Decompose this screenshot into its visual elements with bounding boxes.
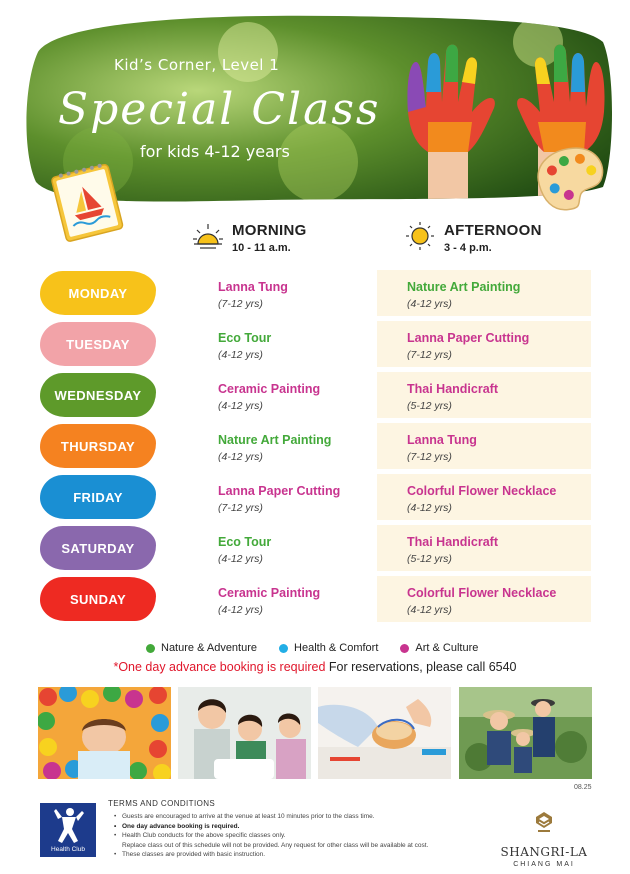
photo-ball-pit — [38, 687, 171, 779]
morning-label: MORNING — [232, 222, 307, 239]
legend-label: Nature & Adventure — [161, 642, 258, 654]
brand-city: CHIANG MAI — [513, 861, 575, 868]
class-name: Nature Art Painting — [218, 433, 332, 447]
morning-header — [192, 222, 307, 254]
class-name: Lanna Paper Cutting — [407, 331, 530, 345]
terms-item: • Guests are encouraged to arrive at the venue at least 10 minutes prior to the class time. — [116, 812, 468, 822]
terms-and-conditions — [108, 799, 468, 860]
document-code: 08.25 — [574, 784, 592, 791]
class-age: (4-12 yrs) — [218, 400, 263, 412]
sunrise-icon — [192, 222, 224, 250]
health-club-logo — [40, 803, 96, 857]
pm-class-thursday — [407, 433, 477, 463]
category-legend — [146, 642, 478, 654]
terms-item: • One day advance booking is required. — [116, 822, 468, 832]
class-name: Lanna Tung — [407, 433, 477, 447]
legend-item-art — [400, 642, 478, 654]
class-name: Lanna Paper Cutting — [218, 484, 341, 498]
terms-item: • These classes are provided with basic instruction. — [116, 850, 468, 860]
booking-required: *One day advance booking is required — [113, 660, 326, 674]
legend-dot — [400, 644, 409, 653]
class-name: Lanna Tung — [218, 280, 288, 294]
class-age: (4-12 yrs) — [218, 349, 263, 361]
day-monday: MONDAY — [40, 271, 156, 315]
day-saturday: SATURDAY — [40, 526, 156, 570]
class-name: Colorful Flower Necklace — [407, 484, 557, 498]
age-range: for kids 4-12 years — [140, 142, 290, 161]
class-age: (4-12 yrs) — [407, 298, 452, 310]
page-title: Special Class — [58, 84, 381, 135]
pm-class-saturday — [407, 535, 498, 565]
afternoon-time: 3 - 4 p.m. — [444, 242, 492, 254]
terms-item: Replace class out of this schedule will not be provided. Any request for other class will be available at cost. — [122, 841, 429, 849]
class-name: Eco Tour — [218, 331, 272, 345]
am-class-saturday — [218, 535, 271, 565]
legend-dot — [146, 644, 155, 653]
am-class-friday — [218, 484, 340, 514]
class-age: (7-12 yrs) — [407, 349, 452, 361]
photo-ceramic-painting — [318, 687, 451, 779]
pm-class-tuesday — [407, 331, 529, 361]
class-age: (4-12 yrs) — [407, 604, 452, 616]
class-age: (7-12 yrs) — [218, 502, 263, 514]
day-friday: FRIDAY — [40, 475, 156, 519]
day-thursday: THURSDAY — [40, 424, 156, 468]
am-class-tuesday — [218, 331, 271, 361]
photo-crafts — [178, 687, 311, 779]
photo-eco-tour — [459, 687, 592, 779]
day-wednesday: WEDNESDAY — [40, 373, 156, 417]
class-name: Ceramic Painting — [218, 586, 321, 600]
pm-class-sunday — [407, 586, 556, 616]
afternoon-label: AFTERNOON — [444, 222, 542, 239]
pm-class-friday — [407, 484, 556, 514]
am-class-monday — [218, 280, 288, 310]
morning-time: 10 - 11 a.m. — [232, 242, 291, 254]
class-age: (4-12 yrs) — [407, 502, 452, 514]
health-club-icon — [40, 803, 96, 847]
am-class-sunday — [218, 586, 320, 616]
class-age: (7-12 yrs) — [407, 451, 452, 463]
shangri-la-emblem-icon — [534, 812, 554, 834]
sketchbook-icon — [50, 160, 124, 244]
legend-item-nature — [146, 642, 257, 654]
class-age: (7-12 yrs) — [218, 298, 263, 310]
health-club-label: Health Club — [51, 846, 85, 853]
class-name: Eco Tour — [218, 535, 272, 549]
day-tuesday: TUESDAY — [40, 322, 156, 366]
class-name: Ceramic Painting — [218, 382, 321, 396]
class-age: (4-12 yrs) — [218, 604, 263, 616]
class-name: Thai Handicraft — [407, 535, 498, 549]
brand-name: SHANGRI-LA — [500, 845, 588, 859]
class-name: Colorful Flower Necklace — [407, 586, 557, 600]
afternoon-header — [404, 222, 542, 254]
class-age: (5-12 yrs) — [407, 400, 452, 412]
legend-label: Art & Culture — [415, 642, 479, 654]
terms-heading: TERMS AND CONDITIONS — [108, 799, 216, 808]
class-age: (4-12 yrs) — [218, 451, 263, 463]
am-class-wednesday — [218, 382, 320, 412]
palette-icon — [530, 140, 610, 212]
am-class-thursday — [218, 433, 331, 463]
class-name: Thai Handicraft — [407, 382, 498, 396]
class-age: (4-12 yrs) — [218, 553, 263, 565]
terms-item: • Health Club conducts for the above specific classes only. — [116, 831, 468, 841]
legend-label: Health & Comfort — [294, 642, 379, 654]
venue-label: Kid’s Corner, Level 1 — [114, 56, 280, 74]
booking-notice — [0, 660, 630, 674]
shangri-la-logo — [498, 812, 590, 868]
sun-icon — [404, 222, 436, 250]
legend-dot — [279, 644, 288, 653]
reservation-phone: For reservations, please call 6540 — [328, 660, 517, 674]
class-name: Nature Art Painting — [407, 280, 521, 294]
legend-item-health — [279, 642, 378, 654]
pm-class-wednesday — [407, 382, 498, 412]
pm-class-monday — [407, 280, 520, 310]
class-age: (5-12 yrs) — [407, 553, 452, 565]
day-sunday: SUNDAY — [40, 577, 156, 621]
